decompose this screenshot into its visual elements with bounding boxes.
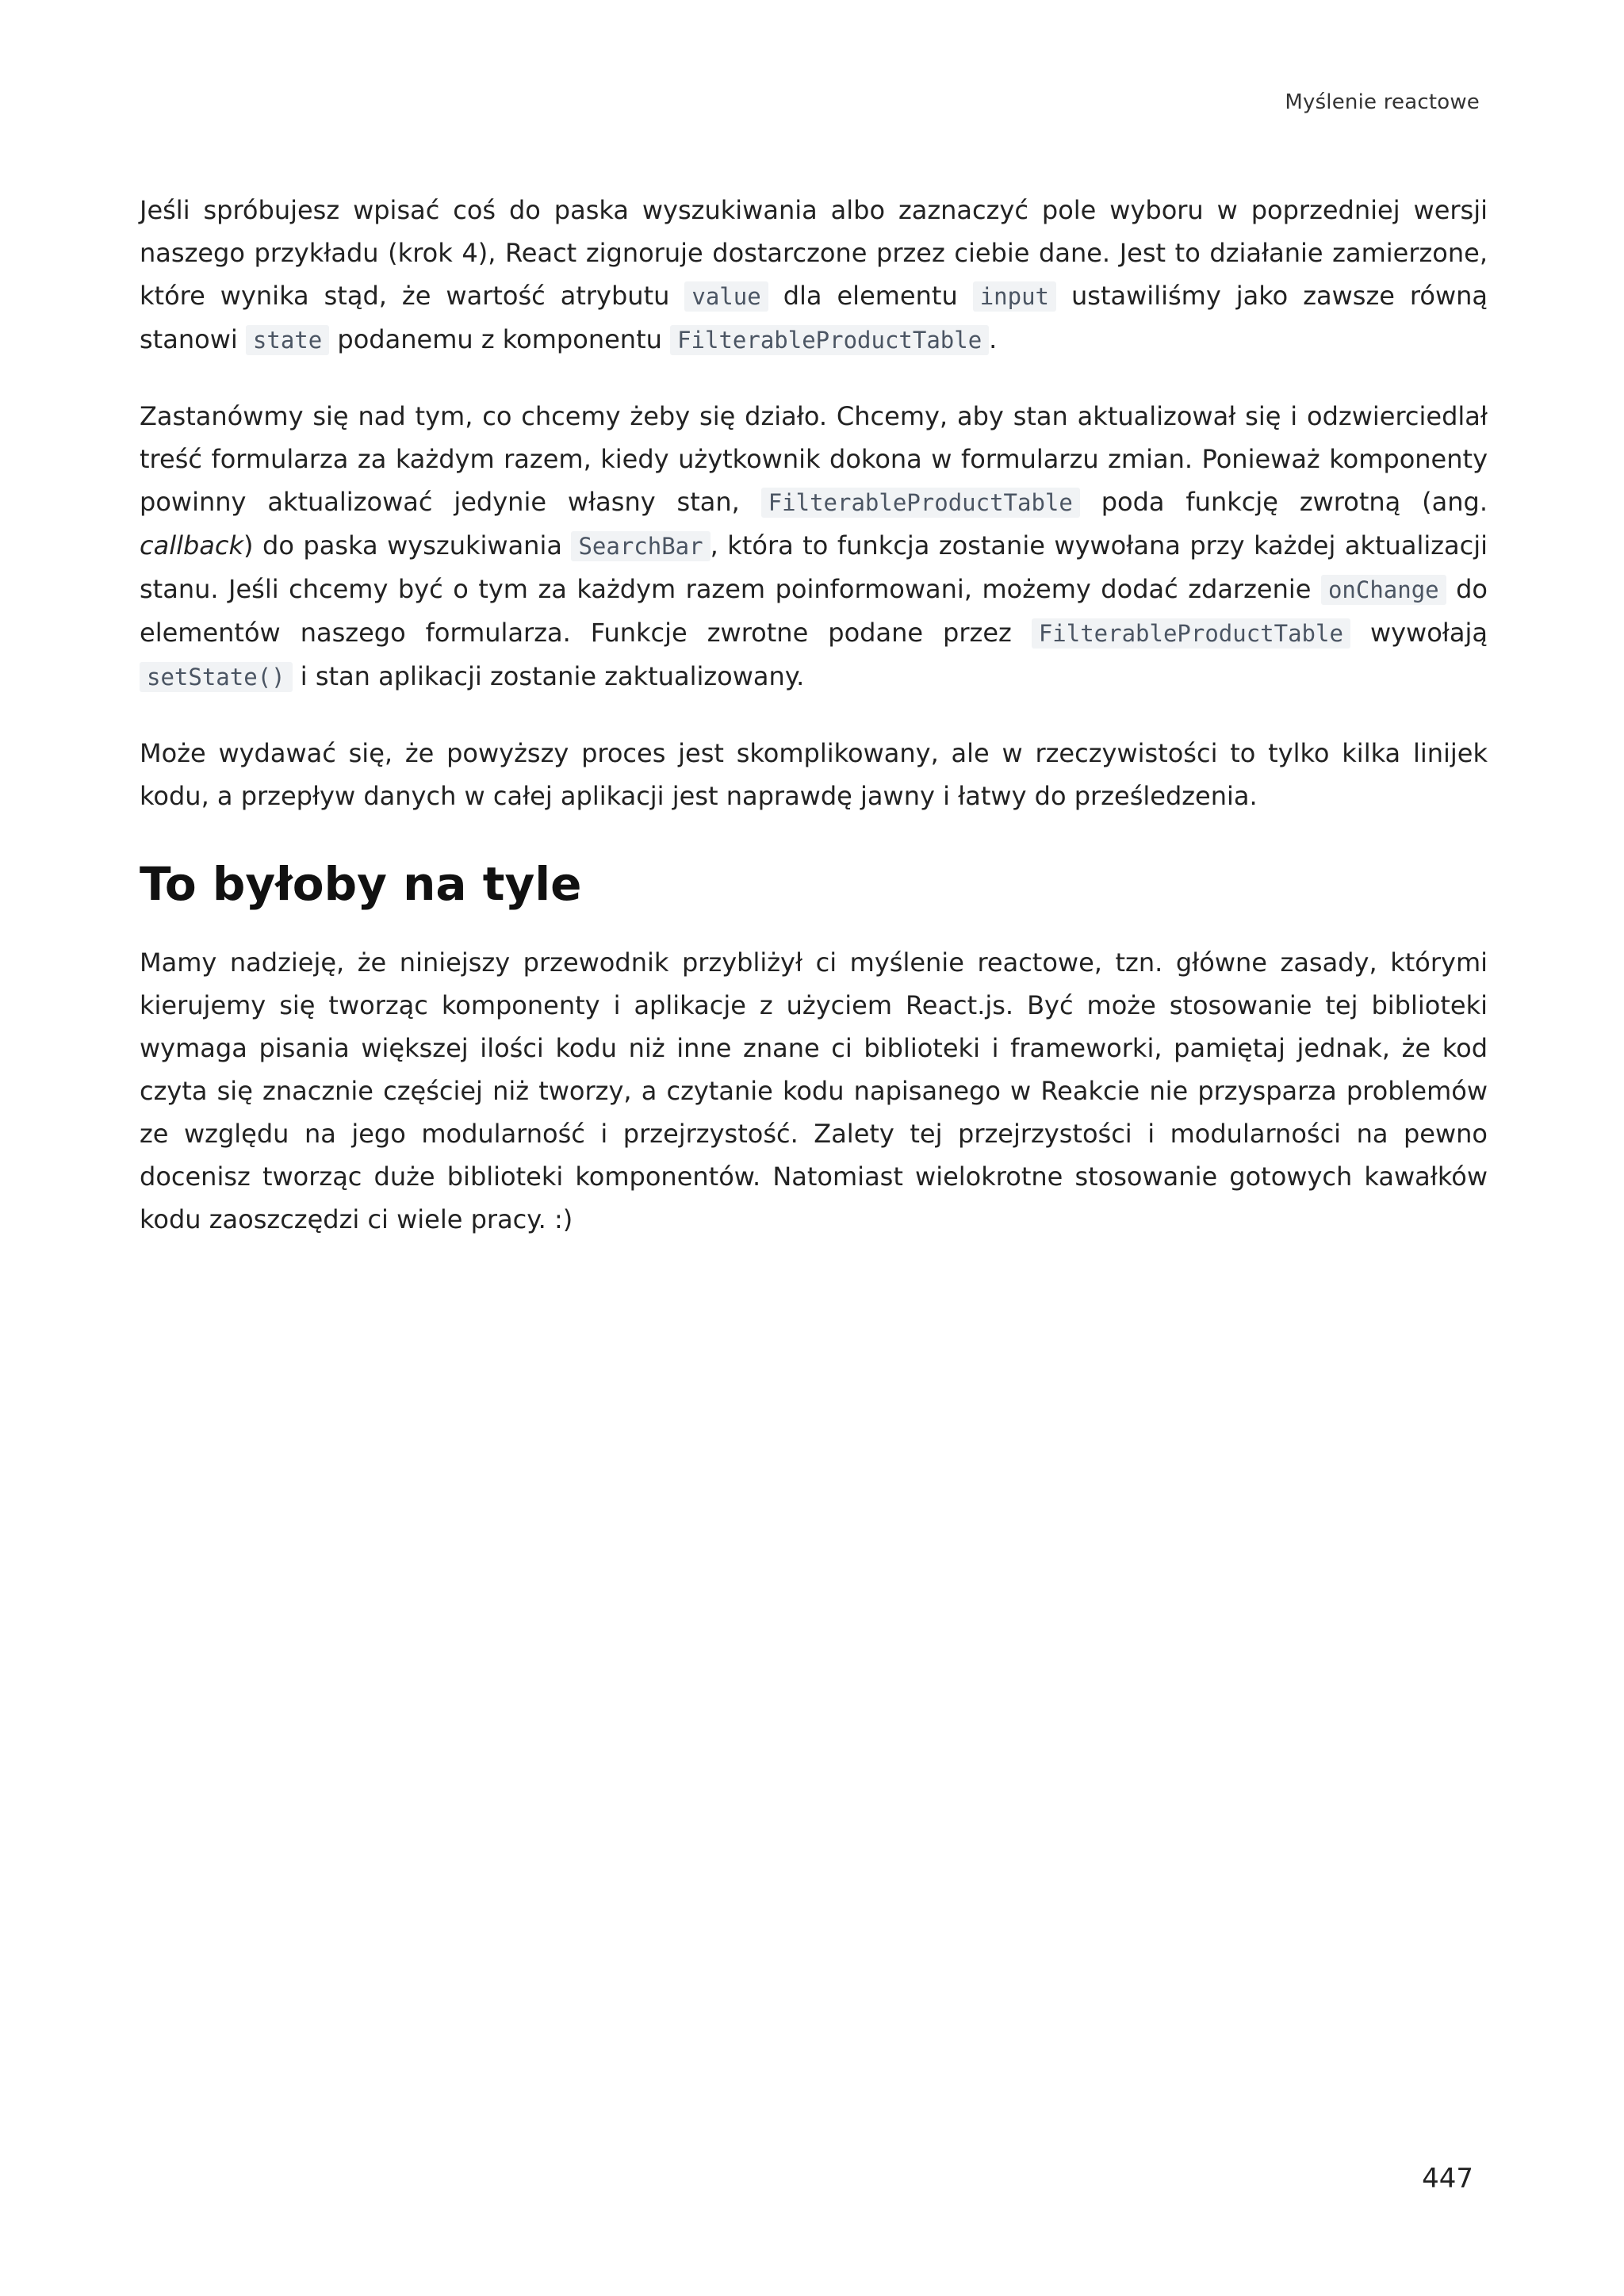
- text-run: do elementów naszego formularza. Funkcje zwrotne podane przez: [140, 574, 1488, 648]
- inline-code: state: [246, 325, 329, 355]
- inline-code: setState(): [140, 662, 293, 692]
- emphasis: callback: [140, 530, 244, 561]
- inline-code: input: [973, 281, 1056, 312]
- text-run: ustawiliśmy jako zawsze równą stanowi: [140, 281, 1488, 354]
- page-content: [140, 189, 1488, 1274]
- paragraph-summary: Może wydawać się, że powyższy proces jest skomplikowany, ale w rzeczywistości to tylko kilka linijek kodu, a przepływ danych w całej aplikacji jest naprawdę jawny i łatwy do prześledzenia.: [140, 738, 1488, 811]
- text-run: wywołają: [1350, 618, 1488, 648]
- inline-code: value: [684, 281, 768, 312]
- inline-code: FilterableProductTable: [670, 325, 989, 355]
- text-run: Zastanówmy się nad tym, co chcemy żeby się działo. Chcemy, aby stan aktualizował się i odzwierciedlał treść formularza za każdym razem, kiedy użytkownik dokona w formularzu zmian. Ponieważ komponenty powinny aktualizować jedynie własny stan,: [140, 401, 1488, 517]
- text-run: , która to funkcja zostanie wywołana przy każdej aktualizacji stanu. Jeśli chcemy być o tym za każdym razem poinformowani, możemy dodać zdarzenie: [140, 530, 1488, 604]
- section-heading: To byłoby na tyle: [140, 857, 582, 911]
- text-run: i stan aplikacji zostanie zaktualizowany.: [292, 661, 805, 691]
- text-run: dla elementu: [768, 281, 973, 311]
- inline-code: FilterableProductTable: [761, 488, 1080, 518]
- inline-code: SearchBar: [571, 531, 710, 561]
- paragraph-callback: [140, 395, 1488, 698]
- inline-code: FilterableProductTable: [1032, 618, 1350, 649]
- text-run: Jeśli spróbujesz wpisać coś do paska wyszukiwania albo zaznaczyć pole wyboru w poprzedniej wersji naszego przykładu (krok 4), React zignoruje dostarczone przez ciebie dane. Jest to działanie zamierzone, które wynika stąd, że wartość atrybutu: [140, 195, 1488, 311]
- page-number: 447: [1422, 2163, 1473, 2195]
- text-run: poda funkcję zwrotną (ang.: [1079, 487, 1488, 517]
- text-run: podanemu z komponentu: [329, 324, 671, 354]
- paragraph-intro: [140, 189, 1488, 362]
- text-run: ) do paska wyszukiwania: [243, 530, 572, 561]
- running-header: Myślenie reactowe: [1285, 90, 1480, 114]
- paragraph-conclusion: Mamy nadzieję, że niniejszy przewodnik przybliżył ci myślenie reactowe, tzn. główne zasady, którymi kierujemy się tworząc komponenty i aplikacje z użyciem React.js. Być może stosowanie tej biblioteki wymaga pisania większej ilości kodu niż inne znane ci biblioteki i frameworki, pamiętaj jednak, że kod czyta się znacznie częściej niż tworzy, a czytanie kodu napisanego w Reakcie nie przysparza problemów ze względu na jego modularność i przejrzystość. Zalety tej przejrzystości i modularności na pewno docenisz tworząc duże biblioteki komponentów. Natomiast wielokrotne stosowanie gotowych kawałków kodu zaoszczędzi ci wiele pracy. :): [140, 947, 1488, 1234]
- inline-code: onChange: [1321, 575, 1446, 605]
- text-run: .: [989, 324, 998, 354]
